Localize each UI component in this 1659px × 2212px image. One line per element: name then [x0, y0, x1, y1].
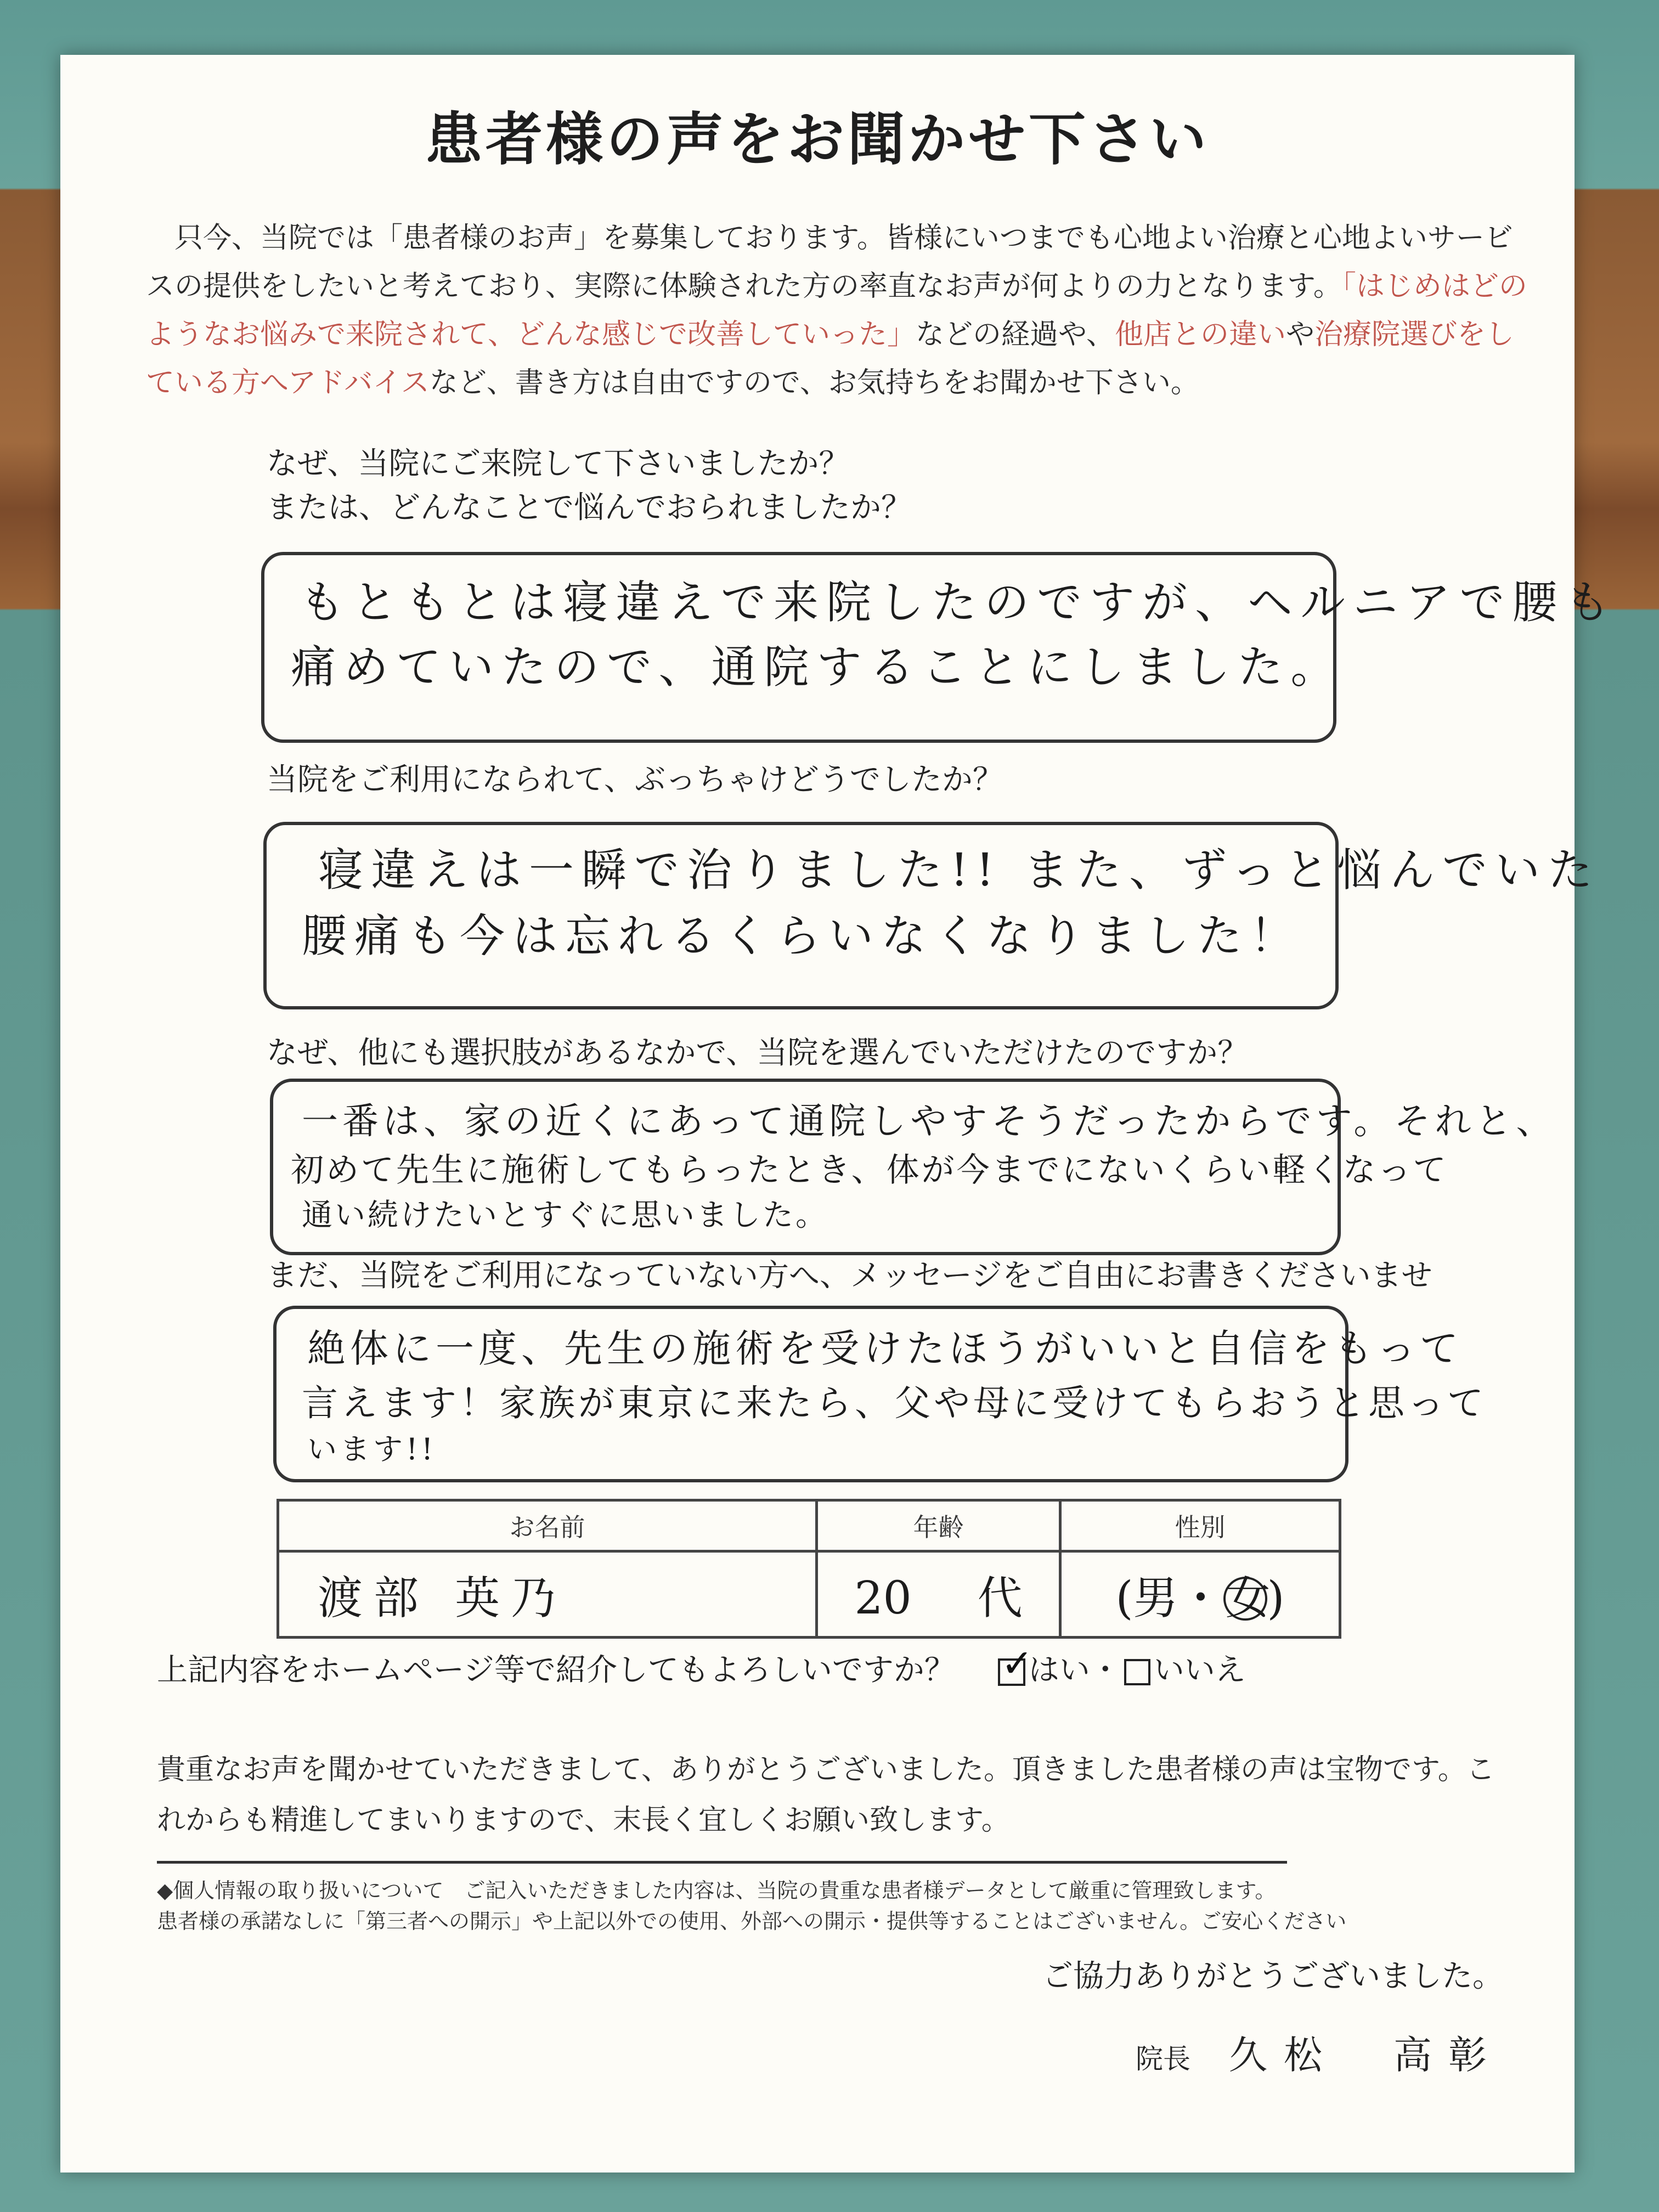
consent-yes-checkbox[interactable] — [998, 1658, 1025, 1686]
privacy-line-1: ◆個人情報の取り扱いについて ご記入いただきました内容は、当院の貴重な患者様データとして厳重に管理致します。 — [157, 1878, 1276, 1903]
intro-text: 只今、当院では「患者様のお声」を募集しております。皆様にいつまでも心地よい治療と心地よいサービスの提供をしたいと考えており、実際に体験された方の率直なお声が何よりの力となります。 — [146, 222, 1513, 303]
question-2-line-1: 当院をご利用になられて、ぶっちゃけどうでしたか？ — [267, 762, 1003, 798]
answer-1-line-1: もともとは寝違えで来院したのですが、ヘルニアで腰も — [300, 577, 1618, 629]
age-unit: 代 — [977, 1572, 1023, 1624]
answer-3-line-2: 初めて先生に施術してもらったとき、体が今までにないくらい軽くなって — [291, 1151, 1448, 1189]
answer-4-line-2: 言えます！家族が東京に来たら、父や母に受けてもらおうと思って — [302, 1382, 1487, 1424]
answer-1-line-2: 痛めていたので、通院することにしました。 — [291, 641, 1344, 693]
page-title: 患者様の声をお聞かせ下さい — [425, 106, 1210, 173]
consent-row — [157, 1646, 1246, 1690]
consent-no-label: いいえ — [1153, 1652, 1246, 1688]
answer-4-line-1: 絶体に一度、先生の施術を受けたほうがいいと自信をもって — [307, 1326, 1463, 1371]
question-3 — [267, 1031, 1248, 1075]
info-table — [276, 1499, 1341, 1639]
consent-yes-label: はい — [1028, 1652, 1090, 1688]
question-1-line-2: または、どんなことで悩んでおられましたか？ — [267, 490, 912, 526]
thanks-paragraph: 貴重なお声を聞かせていただきまして、ありがとうございました。頂きました患者様の声は宝物です。これからも精進してまいりますので、末長く宜しくお願い致します。 — [157, 1753, 1495, 1837]
age-header: 年齢 — [817, 1500, 1060, 1551]
question-4 — [267, 1254, 1432, 1298]
answer-3-line-1: 一番は、家の近くにあって通院しやすそうだったからです。それと、 — [302, 1100, 1557, 1142]
answer-3-line-3: 通い続けたいとすぐに思いました。 — [302, 1198, 828, 1233]
age-value — [817, 1551, 1060, 1638]
intro-paragraph — [146, 214, 1528, 407]
privacy-notice — [157, 1875, 1346, 1937]
divider — [157, 1861, 1287, 1864]
name-header: お名前 — [278, 1500, 817, 1551]
intro-highlight-3: 治療院選びをしている方へアドバイス — [146, 318, 1514, 399]
gender-value — [1060, 1551, 1340, 1638]
gender-male: (男・ — [1115, 1572, 1223, 1624]
answer-4-line-3: います!! — [307, 1432, 437, 1466]
intro-highlight-2: 他店との違い — [1114, 318, 1286, 351]
consent-separator: ・ — [1090, 1652, 1121, 1688]
consent-no-checkbox[interactable] — [1124, 1659, 1150, 1685]
question-4-line-1: まだ、当院をご利用になっていない方へ、メッセージをご自由にお書きくださいませ — [267, 1258, 1432, 1294]
intro-text-2: などの経過や、 — [915, 318, 1115, 351]
question-2 — [267, 758, 1003, 802]
privacy-line-2: 患者様の承諾なしに「第三者への開示」や上記以外での使用、外部への開示・提供等することはございません。ご安心ください — [157, 1909, 1347, 1933]
closing-message: ご協力ありがとうございました。 — [1042, 1959, 1503, 1994]
question-1-line-1: なぜ、当院にご来院して下さいましたか？ — [267, 446, 850, 482]
question-1 — [267, 442, 912, 530]
question-3-line-1: なぜ、他にも選択肢があるなかで、当院を選んでいただけたのですか？ — [267, 1035, 1249, 1071]
consent-question: 上記内容をホームページ等で紹介してもよろしいですか？ — [157, 1652, 955, 1688]
age-number: 20 — [854, 1572, 912, 1624]
answer-2-line-1: 寝違えは一瞬で治りました!! また、ずっと悩んでいた — [318, 844, 1601, 896]
gender-female-circled: 女 — [1223, 1577, 1267, 1621]
answer-2-line-2: 腰痛も今は忘れるくらいなくなりました！ — [302, 910, 1303, 962]
survey-sheet — [60, 55, 1618, 2172]
name-value: 渡部 英乃 — [278, 1551, 817, 1638]
signature-role: 院長 — [1136, 2043, 1190, 2075]
signature-name: 久松 高彰 — [1229, 2033, 1503, 2078]
signature — [1136, 2024, 1503, 2080]
intro-highlight-1: 「はじめはどのようなお悩みで来院されて、どんな感じで改善していった」 — [146, 270, 1527, 351]
gender-header: 性別 — [1060, 1500, 1340, 1551]
intro-text-4: など、書き方は自由ですので、お気持ちをお聞かせ下さい。 — [429, 366, 1199, 399]
intro-text-3: や — [1285, 318, 1314, 351]
gender-close: ) — [1267, 1572, 1285, 1624]
